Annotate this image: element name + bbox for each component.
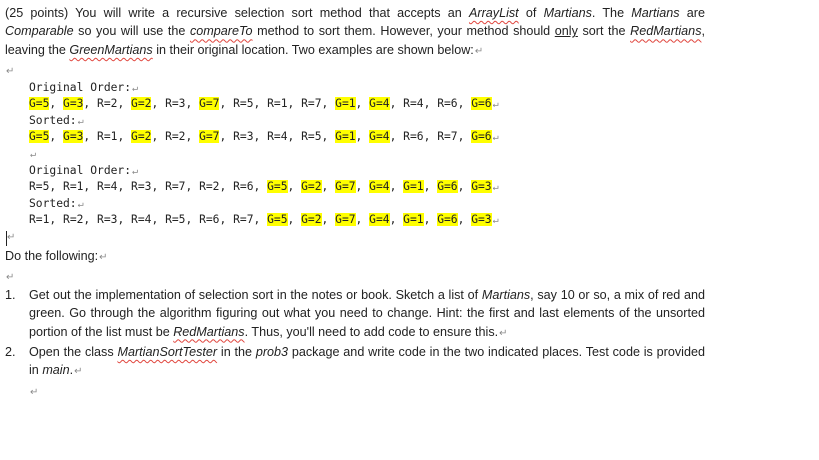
green-martian-token: G=1 xyxy=(403,213,424,227)
intro-text: , leaving the xyxy=(5,24,705,57)
red-martian-token: R=6 xyxy=(403,130,424,144)
separator: , xyxy=(49,130,64,144)
red-martian-token: R=5 xyxy=(301,130,322,144)
document-body xyxy=(5,4,705,400)
list-item: 1. Get out the implementation of selection sort in the notes or book. Sketch a list of Martians, say 10 or so, a mix of red and green. Go through the algorithm figuring out what you need to change. Hint: the first and last elements of the unsorted portion of the list must be RedMartians. Thus, you'll need to add code to ensure this.↵ xyxy=(5,287,706,339)
green-martian-token: G=4 xyxy=(369,213,390,227)
separator: , xyxy=(355,130,370,144)
red-martian-token: R=5 xyxy=(165,213,186,227)
term-prob3: prob3 xyxy=(255,344,289,359)
do-following-heading: Do the following:↵ xyxy=(5,248,108,263)
paragraph-mark: ↵ xyxy=(492,182,499,194)
red-martian-token: R=5 xyxy=(233,97,254,111)
red-martian-token: R=2 xyxy=(97,97,118,111)
red-martian-token: R=1 xyxy=(63,180,84,194)
green-martian-token: G=7 xyxy=(199,97,220,111)
separator: , xyxy=(83,97,98,111)
paragraph-mark: ↵ xyxy=(132,82,139,94)
separator: , xyxy=(457,97,472,111)
paragraph-mark: ↵ xyxy=(6,66,15,78)
blank-line xyxy=(5,267,705,285)
text-cursor-line[interactable] xyxy=(5,229,705,247)
paragraph-mark: ↵ xyxy=(77,198,84,210)
separator: , xyxy=(355,97,370,111)
example-1-sorted-row xyxy=(5,129,705,146)
separator: , xyxy=(253,180,268,194)
list-item: 2. Open the class MartianSortTester in the prob3 package and write code in the two indicated places. Test code is provided in main.↵ xyxy=(5,344,705,378)
separator: , xyxy=(117,213,132,227)
red-martian-token: R=4 xyxy=(403,97,424,111)
red-martian-token: R=2 xyxy=(63,213,84,227)
text-cursor xyxy=(6,231,7,246)
red-martian-token: R=3 xyxy=(131,180,152,194)
separator: , xyxy=(457,213,472,227)
intro-text: are xyxy=(679,6,705,20)
separator: , xyxy=(355,180,370,194)
example-1-original-label: Original Order:↵ xyxy=(29,80,139,94)
example-2-original-label: Original Order:↵ xyxy=(29,163,139,177)
green-martian-token: G=3 xyxy=(471,180,492,194)
separator: , xyxy=(321,180,336,194)
paragraph-mark: ↵ xyxy=(77,115,84,127)
separator: , xyxy=(83,130,98,144)
paragraph-mark: ↵ xyxy=(99,251,108,263)
paragraph-mark: ↵ xyxy=(7,231,16,243)
separator: , xyxy=(49,180,64,194)
separator: , xyxy=(151,180,166,194)
blank-line xyxy=(5,61,705,79)
term-martians: Martians xyxy=(481,287,531,302)
green-martian-token: G=2 xyxy=(301,180,322,194)
paragraph-mark: ↵ xyxy=(492,132,499,144)
separator: , xyxy=(287,213,302,227)
separator: , xyxy=(49,213,64,227)
intro-text: sort the xyxy=(577,24,631,39)
separator: , xyxy=(423,97,438,111)
green-martian-token: G=2 xyxy=(131,130,152,144)
separator: , xyxy=(423,180,438,194)
separator: , xyxy=(287,130,302,144)
green-martian-token: G=6 xyxy=(437,213,458,227)
separator: , xyxy=(117,97,132,111)
separator: , xyxy=(287,180,302,194)
separator: , xyxy=(389,180,404,194)
red-martian-token: R=7 xyxy=(165,180,186,194)
green-martian-token: G=1 xyxy=(335,130,356,144)
paragraph-mark: ↵ xyxy=(499,327,508,339)
example-1-sorted-label: Sorted:↵ xyxy=(29,113,84,127)
green-martian-token: G=7 xyxy=(335,213,356,227)
example-2-original-row xyxy=(5,179,705,196)
blank-line xyxy=(5,146,705,163)
example-1 xyxy=(5,80,705,146)
separator: , xyxy=(287,97,302,111)
intro-text: so you will use the xyxy=(73,24,190,39)
example-2 xyxy=(5,163,705,229)
separator: , xyxy=(219,180,234,194)
green-martian-token: G=5 xyxy=(267,180,288,194)
example-2-sorted-label: Sorted:↵ xyxy=(29,196,84,210)
separator: , xyxy=(457,180,472,194)
red-martian-token: R=7 xyxy=(437,130,458,144)
green-martian-token: G=6 xyxy=(471,130,492,144)
red-martian-token: R=6 xyxy=(233,180,254,194)
green-martian-token: G=1 xyxy=(335,97,356,111)
green-martian-token: G=3 xyxy=(471,213,492,227)
green-martian-token: G=4 xyxy=(369,97,390,111)
paragraph-mark: ↵ xyxy=(474,45,484,57)
green-martian-token: G=3 xyxy=(63,97,84,111)
red-martian-token: R=4 xyxy=(131,213,152,227)
separator: , xyxy=(423,213,438,227)
intro-term-compareto: compareTo xyxy=(189,24,253,39)
green-martian-token: G=6 xyxy=(471,97,492,111)
intro-text: of xyxy=(518,6,544,20)
separator: , xyxy=(185,180,200,194)
green-martian-token: G=5 xyxy=(29,97,50,111)
red-martian-token: R=2 xyxy=(165,130,186,144)
separator: , xyxy=(253,97,268,111)
intro-term-martians: Martians xyxy=(631,6,680,20)
green-martian-token: G=5 xyxy=(267,213,288,227)
separator: , xyxy=(83,213,98,227)
separator: , xyxy=(117,180,132,194)
green-martian-token: G=2 xyxy=(131,97,152,111)
separator: , xyxy=(321,97,336,111)
list-number: 1. xyxy=(5,287,16,302)
red-martian-token: R=3 xyxy=(165,97,186,111)
separator: , xyxy=(321,213,336,227)
paragraph-mark: ↵ xyxy=(74,366,83,378)
green-martian-token: G=6 xyxy=(437,180,458,194)
intro-term-redmartians: RedMartians xyxy=(630,24,702,39)
separator: , xyxy=(219,130,234,144)
separator: , xyxy=(185,97,200,111)
green-martian-token: G=5 xyxy=(29,130,50,144)
separator: , xyxy=(117,130,132,144)
intro-text: method to sort them. However, your method should xyxy=(252,24,555,39)
red-martian-token: R=6 xyxy=(437,97,458,111)
paragraph-mark: ↵ xyxy=(6,272,15,284)
paragraph-mark: ↵ xyxy=(492,99,499,111)
green-martian-token: G=4 xyxy=(369,180,390,194)
separator: , xyxy=(83,180,98,194)
intro-text: . The xyxy=(591,6,632,20)
separator: , xyxy=(219,97,234,111)
term-martiansorttester: MartianSortTester xyxy=(117,344,218,359)
separator: , xyxy=(49,97,64,111)
green-martian-token: G=7 xyxy=(199,130,220,144)
term-main: main xyxy=(42,363,70,378)
intro-text: (25 points) You will write a recursive selection sort method that accepts an xyxy=(5,6,469,20)
intro-term-only: only xyxy=(554,24,578,39)
green-martian-token: G=2 xyxy=(301,213,322,227)
red-martian-token: R=2 xyxy=(199,180,220,194)
red-martian-token: R=3 xyxy=(233,130,254,144)
red-martian-token: R=6 xyxy=(199,213,220,227)
green-martian-token: G=7 xyxy=(335,180,356,194)
separator: , xyxy=(185,130,200,144)
red-martian-token: R=7 xyxy=(233,213,254,227)
separator: , xyxy=(321,130,336,144)
intro-term-martians: Martians xyxy=(543,6,592,20)
separator: , xyxy=(253,130,268,144)
separator: , xyxy=(389,130,404,144)
paragraph-mark: ↵ xyxy=(30,148,37,160)
paragraph-mark: ↵ xyxy=(132,165,139,177)
separator: , xyxy=(423,130,438,144)
red-martian-token: R=4 xyxy=(267,130,288,144)
intro-text: in their original location. Two examples are shown below: xyxy=(152,42,474,57)
red-martian-token: R=1 xyxy=(29,213,50,227)
list-number: 2. xyxy=(5,344,16,359)
intro-paragraph xyxy=(5,4,705,61)
red-martian-token: R=1 xyxy=(267,97,288,111)
red-martian-token: R=7 xyxy=(301,97,322,111)
paragraph-mark: ↵ xyxy=(30,386,39,398)
separator: , xyxy=(151,97,166,111)
term-redmartians: RedMartians xyxy=(173,324,245,339)
example-2-sorted-row xyxy=(5,212,705,229)
red-martian-token: R=1 xyxy=(97,130,118,144)
intro-term-arraylist: ArrayList xyxy=(468,6,519,20)
separator: , xyxy=(355,213,370,227)
separator: , xyxy=(389,213,404,227)
separator: , xyxy=(185,213,200,227)
separator: , xyxy=(389,97,404,111)
red-martian-token: R=3 xyxy=(97,213,118,227)
intro-term-comparable: Comparable xyxy=(5,24,74,39)
green-martian-token: G=4 xyxy=(369,130,390,144)
instructions-list xyxy=(5,286,705,382)
separator: , xyxy=(151,130,166,144)
paragraph-mark: ↵ xyxy=(492,215,499,227)
separator: , xyxy=(457,130,472,144)
green-martian-token: G=1 xyxy=(403,180,424,194)
blank-line xyxy=(5,382,705,400)
green-martian-token: G=3 xyxy=(63,130,84,144)
separator: , xyxy=(253,213,268,227)
red-martian-token: R=4 xyxy=(97,180,118,194)
example-1-original-row xyxy=(5,96,705,113)
separator: , xyxy=(219,213,234,227)
separator: , xyxy=(151,213,166,227)
red-martian-token: R=5 xyxy=(29,180,50,194)
intro-term-greenmartians: GreenMartians xyxy=(69,42,153,57)
